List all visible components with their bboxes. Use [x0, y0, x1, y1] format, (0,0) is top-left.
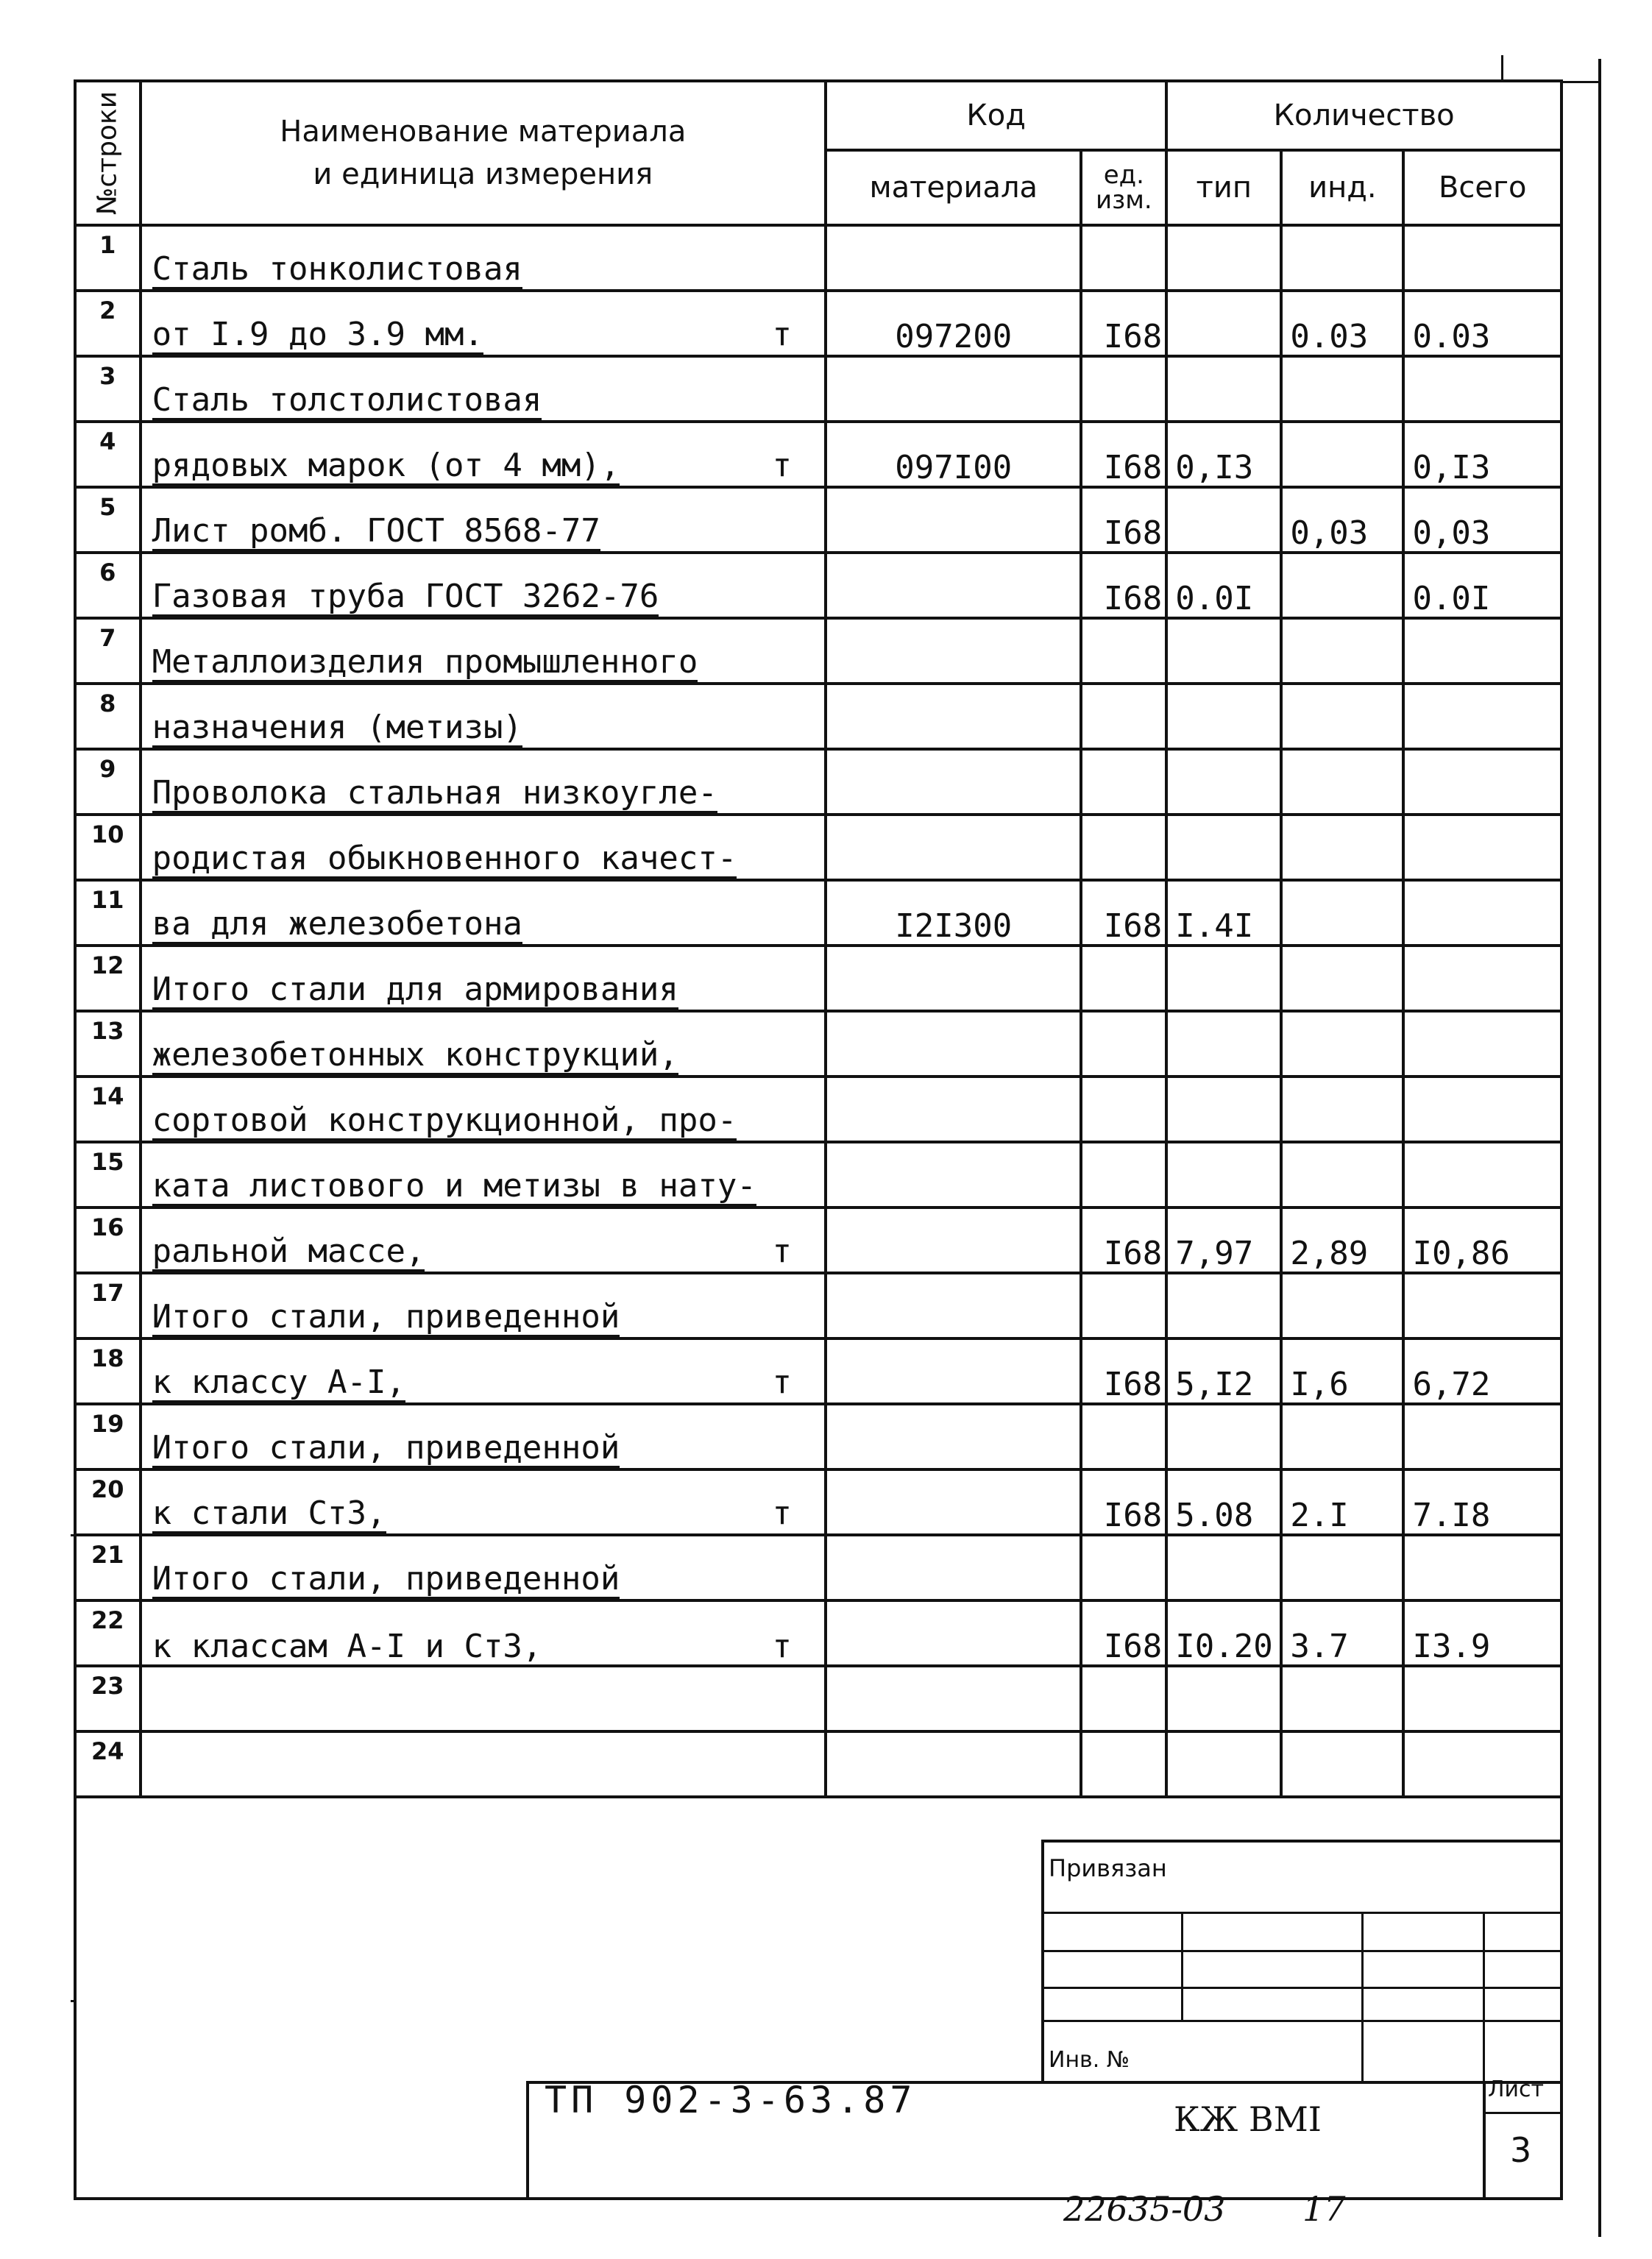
- row-number: 22: [75, 1600, 141, 1666]
- qty-ind: [1281, 1011, 1403, 1077]
- material-name: [141, 1535, 826, 1600]
- header-qty-ind: инд.: [1281, 150, 1403, 225]
- material-name: [141, 553, 826, 618]
- material-name-text: Газовая труба ГОСТ 3262-76: [152, 579, 659, 617]
- qty-ind: [1281, 1142, 1403, 1207]
- header-qty-total: Всего: [1403, 150, 1561, 225]
- material-name: [141, 422, 826, 487]
- qty-ind: [1281, 1666, 1403, 1731]
- qty-total: [1403, 1273, 1561, 1338]
- unit-code: [1081, 1077, 1166, 1142]
- qty-total: 0.03: [1403, 291, 1561, 356]
- outer-top-margin-line: [1563, 81, 1600, 83]
- table-row: [75, 553, 1561, 618]
- row-number: 23: [75, 1666, 141, 1731]
- unit-code: I68: [1081, 487, 1166, 553]
- table-row: [75, 422, 1561, 487]
- row-number: 3: [75, 356, 141, 422]
- qty-ind: [1281, 225, 1403, 291]
- material-name: [141, 946, 826, 1011]
- header-code-group: Код: [826, 81, 1166, 150]
- qty-total: [1403, 1077, 1561, 1142]
- material-name-text: Сталь тонколистовая: [152, 252, 522, 289]
- material-name-text: Итого стали, приведенной: [152, 1430, 620, 1468]
- row-number: 19: [75, 1404, 141, 1469]
- unit-code: [1081, 1404, 1166, 1469]
- material-name: [141, 1273, 826, 1338]
- qty-ind: [1281, 422, 1403, 487]
- outer-right-margin-line: [1598, 59, 1601, 2237]
- material-code: [826, 684, 1081, 749]
- table-row: [75, 1666, 1561, 1731]
- qty-total: [1403, 1142, 1561, 1207]
- qty-total: [1403, 1535, 1561, 1600]
- sheet-number: 3: [1510, 2130, 1532, 2170]
- unit-code: [1081, 225, 1166, 291]
- row-number: 16: [75, 1207, 141, 1273]
- unit-code: [1081, 1142, 1166, 1207]
- material-unit: т: [772, 1232, 793, 1270]
- unit-code: [1081, 684, 1166, 749]
- material-code: 097200: [826, 291, 1081, 356]
- material-name: [141, 487, 826, 553]
- qty-type: 0,I3: [1166, 422, 1281, 487]
- table-row: [75, 749, 1561, 815]
- table-row: [75, 291, 1561, 356]
- qty-type: [1166, 946, 1281, 1011]
- material-name: [141, 1404, 826, 1469]
- material-name-text: Итого стали, приведенной: [152, 1299, 620, 1337]
- sheet-cell-divider: [1483, 2112, 1563, 2114]
- row-number: 13: [75, 1011, 141, 1077]
- material-name: [141, 291, 826, 356]
- unit-code: [1081, 1535, 1166, 1600]
- unit-code: [1081, 356, 1166, 422]
- unit-code: [1081, 1666, 1166, 1731]
- qty-ind: 2,89: [1281, 1207, 1403, 1273]
- row-number: 4: [75, 422, 141, 487]
- binding-tick-3: [71, 2000, 77, 2002]
- material-name-text: Проволока стальная низкоугле-: [152, 776, 717, 813]
- document-number: ТП 902-3-63.87: [545, 2079, 917, 2121]
- material-code: [826, 225, 1081, 291]
- material-name-text: Итого стали, приведенной: [152, 1561, 620, 1599]
- material-code: [826, 946, 1081, 1011]
- material-code: [826, 1731, 1081, 1797]
- material-name: [141, 684, 826, 749]
- qty-total: 0,03: [1403, 487, 1561, 553]
- qty-ind: [1281, 1731, 1403, 1797]
- material-name: [141, 225, 826, 291]
- material-name-text: Сталь толстолистовая: [152, 383, 542, 420]
- table-row: [75, 487, 1561, 553]
- table-row: [75, 880, 1561, 946]
- title-block-col-2: [1361, 1912, 1364, 2082]
- unit-code: [1081, 1731, 1166, 1797]
- sheet-label: Лист: [1488, 2077, 1545, 2102]
- material-name-text: ката листового и метизы в нату-: [152, 1168, 756, 1206]
- material-code: [826, 1338, 1081, 1404]
- table-row: [75, 1404, 1561, 1469]
- row-number: 18: [75, 1338, 141, 1404]
- material-name-text: ва для железобетона: [152, 907, 522, 944]
- qty-total: [1403, 1404, 1561, 1469]
- qty-type: [1166, 487, 1281, 553]
- material-code: [826, 1273, 1081, 1338]
- row-number: 7: [75, 618, 141, 684]
- material-code: [826, 1600, 1081, 1666]
- material-name-text: железобетонных конструкций,: [152, 1038, 678, 1075]
- material-code: [826, 1404, 1081, 1469]
- qty-ind: [1281, 1404, 1403, 1469]
- table-row: [75, 684, 1561, 749]
- material-code: [826, 1207, 1081, 1273]
- title-block-col-3: [1483, 1912, 1485, 2082]
- qty-total: [1403, 1731, 1561, 1797]
- row-number: 6: [75, 553, 141, 618]
- material-code: [826, 1469, 1081, 1535]
- table-row: [75, 225, 1561, 291]
- row-number: 8: [75, 684, 141, 749]
- unit-code: [1081, 618, 1166, 684]
- unit-code: I68: [1081, 1207, 1166, 1273]
- row-number: 11: [75, 880, 141, 946]
- material-name-text: назначения (метизы): [152, 710, 522, 748]
- unit-code: I68: [1081, 880, 1166, 946]
- qty-type: I0.20: [1166, 1600, 1281, 1666]
- material-name: [141, 1142, 826, 1207]
- table-row: [75, 1731, 1561, 1797]
- qty-type: 7,97: [1166, 1207, 1281, 1273]
- material-code: 097I00: [826, 422, 1081, 487]
- archive-sheet-number: 17: [1302, 2189, 1346, 2229]
- material-name-text: Лист ромб. ГОСТ 8568-77: [152, 514, 600, 551]
- qty-ind: [1281, 946, 1403, 1011]
- qty-ind: [1281, 749, 1403, 815]
- table-row: [75, 1273, 1561, 1338]
- unit-code: [1081, 1273, 1166, 1338]
- material-name: [141, 1600, 826, 1666]
- title-block-col-1: [1181, 1912, 1183, 2022]
- qty-type: [1166, 618, 1281, 684]
- qty-ind: 0.03: [1281, 291, 1403, 356]
- qty-total: I0,86: [1403, 1207, 1561, 1273]
- qty-total: 0.0I: [1403, 553, 1561, 618]
- material-name-text: от I.9 до 3.9 мм.: [152, 317, 483, 355]
- qty-type: [1166, 815, 1281, 880]
- qty-type: [1166, 1011, 1281, 1077]
- qty-ind: [1281, 618, 1403, 684]
- material-name: [141, 1469, 826, 1535]
- row-number: 5: [75, 487, 141, 553]
- unit-code: I68: [1081, 1469, 1166, 1535]
- material-code: [826, 815, 1081, 880]
- qty-ind: [1281, 684, 1403, 749]
- table-row: [75, 1600, 1561, 1666]
- table-row: [75, 815, 1561, 880]
- qty-total: [1403, 946, 1561, 1011]
- row-number: 24: [75, 1731, 141, 1797]
- qty-ind: 0,03: [1281, 487, 1403, 553]
- header-quantity-group: Количество: [1166, 81, 1561, 150]
- qty-type: 5,I2: [1166, 1338, 1281, 1404]
- material-code: [826, 487, 1081, 553]
- qty-ind: [1281, 815, 1403, 880]
- material-name: [141, 815, 826, 880]
- qty-total: [1403, 749, 1561, 815]
- material-code: [826, 618, 1081, 684]
- material-code: [826, 553, 1081, 618]
- material-name-text: родистая обыкновенного качест-: [152, 841, 737, 879]
- sheet-cell-left: [1483, 2081, 1486, 2200]
- unit-code: [1081, 1011, 1166, 1077]
- unit-code: [1081, 815, 1166, 880]
- header-row-number: №строки: [75, 81, 141, 225]
- table-row: [75, 356, 1561, 422]
- qty-total: [1403, 618, 1561, 684]
- qty-total: [1403, 815, 1561, 880]
- qty-total: [1403, 684, 1561, 749]
- material-name: [141, 1011, 826, 1077]
- table-row: [75, 1535, 1561, 1600]
- material-name-text: к стали Ст3,: [152, 1496, 386, 1533]
- row-number: 17: [75, 1273, 141, 1338]
- row-number: 1: [75, 225, 141, 291]
- material-name-text: Металлоизделия промышленного: [152, 645, 698, 682]
- table-row: [75, 1338, 1561, 1404]
- unit-code: I68: [1081, 291, 1166, 356]
- material-code: [826, 749, 1081, 815]
- qty-ind: 2.I: [1281, 1469, 1403, 1535]
- bound-label: Привязан: [1049, 1854, 1167, 1882]
- qty-type: [1166, 1142, 1281, 1207]
- qty-total: [1403, 356, 1561, 422]
- qty-ind: [1281, 1273, 1403, 1338]
- qty-ind: [1281, 1535, 1403, 1600]
- material-unit: т: [772, 446, 793, 484]
- material-name-text: к классам А-I и Ст3,: [152, 1627, 542, 1665]
- header-code-material: материала: [826, 150, 1081, 225]
- qty-ind: I,6: [1281, 1338, 1403, 1404]
- material-name: [141, 1077, 826, 1142]
- material-name: [141, 1731, 826, 1797]
- material-unit: т: [772, 1494, 793, 1532]
- row-number: 9: [75, 749, 141, 815]
- material-code: [826, 1666, 1081, 1731]
- material-unit: т: [772, 1363, 793, 1401]
- qty-total: [1403, 225, 1561, 291]
- material-name-text: к классу А-I,: [152, 1365, 405, 1402]
- table-row: [75, 618, 1561, 684]
- qty-total: [1403, 1011, 1561, 1077]
- inventory-number-label: Инв. №: [1049, 2047, 1130, 2073]
- unit-code: I68: [1081, 1338, 1166, 1404]
- material-code: [826, 356, 1081, 422]
- unit-code: I68: [1081, 553, 1166, 618]
- qty-type: [1166, 291, 1281, 356]
- qty-ind: [1281, 356, 1403, 422]
- material-unit: т: [772, 315, 793, 353]
- header-qty-type: тип: [1166, 150, 1281, 225]
- qty-total: 7.I8: [1403, 1469, 1561, 1535]
- material-name: [141, 356, 826, 422]
- material-code: [826, 1142, 1081, 1207]
- material-name: [141, 749, 826, 815]
- material-name: [141, 1338, 826, 1404]
- title-block-bound-left: [1041, 1840, 1044, 2082]
- table-row: [75, 1011, 1561, 1077]
- qty-total: [1403, 1666, 1561, 1731]
- table-row: [75, 1077, 1561, 1142]
- table-row: [75, 1142, 1561, 1207]
- qty-type: I.4I: [1166, 880, 1281, 946]
- qty-type: [1166, 225, 1281, 291]
- material-name-text: Итого стали для армирования: [152, 972, 678, 1010]
- material-name-text: ральной массе,: [152, 1234, 425, 1272]
- table-row: [75, 946, 1561, 1011]
- qty-type: 0.0I: [1166, 553, 1281, 618]
- material-name-text: сортовой конструкционной, про-: [152, 1103, 737, 1141]
- qty-type: [1166, 1077, 1281, 1142]
- qty-ind: [1281, 1077, 1403, 1142]
- row-number: 21: [75, 1535, 141, 1600]
- title-block-main-left: [526, 2081, 529, 2200]
- row-number: 20: [75, 1469, 141, 1535]
- header-code-unit: ед. изм.: [1081, 150, 1166, 225]
- qty-type: [1166, 1666, 1281, 1731]
- qty-ind: [1281, 880, 1403, 946]
- materials-table: [74, 79, 1563, 1798]
- qty-type: [1166, 749, 1281, 815]
- archive-number: 22635-03: [1063, 2189, 1226, 2229]
- qty-total: I3.9: [1403, 1600, 1561, 1666]
- qty-ind: 3.7: [1281, 1600, 1403, 1666]
- qty-type: [1166, 356, 1281, 422]
- qty-type: 5.08: [1166, 1469, 1281, 1535]
- qty-type: [1166, 1404, 1281, 1469]
- material-name: [141, 880, 826, 946]
- material-code: [826, 1535, 1081, 1600]
- row-number: 2: [75, 291, 141, 356]
- row-number: 12: [75, 946, 141, 1011]
- unit-code: I68: [1081, 1600, 1166, 1666]
- row-number: 10: [75, 815, 141, 880]
- material-name: [141, 1207, 826, 1273]
- qty-type: [1166, 1273, 1281, 1338]
- material-name-text: рядовых марок (от 4 мм),: [152, 448, 620, 486]
- qty-type: [1166, 684, 1281, 749]
- material-name: [141, 1666, 826, 1731]
- document-code: КЖ ВМI: [1174, 2099, 1322, 2139]
- qty-total: 0,I3: [1403, 422, 1561, 487]
- qty-type: [1166, 1535, 1281, 1600]
- unit-code: [1081, 749, 1166, 815]
- material-code: I2I300: [826, 880, 1081, 946]
- qty-type: [1166, 1731, 1281, 1797]
- row-number: 15: [75, 1142, 141, 1207]
- row-number: 14: [75, 1077, 141, 1142]
- qty-ind: [1281, 553, 1403, 618]
- table-row: [75, 1207, 1561, 1273]
- material-unit: т: [772, 1627, 793, 1665]
- unit-code: [1081, 946, 1166, 1011]
- qty-total: 6,72: [1403, 1338, 1561, 1404]
- table-row: [75, 1469, 1561, 1535]
- material-code: [826, 1011, 1081, 1077]
- material-name: [141, 618, 826, 684]
- material-code: [826, 1077, 1081, 1142]
- binding-tick-1: [1501, 55, 1503, 80]
- header-material-name: Наименование материала и единица измерения: [141, 81, 826, 225]
- unit-code: I68: [1081, 422, 1166, 487]
- title-block-bound-top: [1041, 1840, 1563, 1843]
- qty-total: [1403, 880, 1561, 946]
